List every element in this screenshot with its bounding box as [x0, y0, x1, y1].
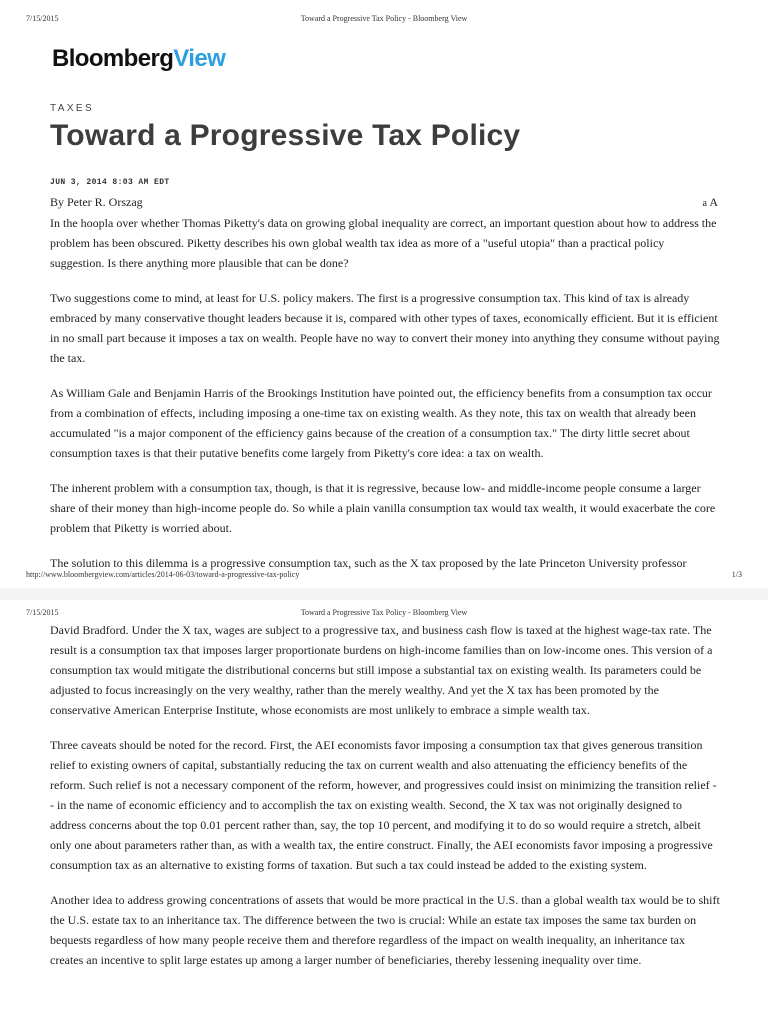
header-title: Toward a Progressive Tax Policy - Bloomberg View — [300, 14, 468, 23]
font-size-toggle[interactable] — [703, 195, 718, 210]
header-date: 7/15/2015 — [26, 14, 59, 23]
article-paragraph: Three caveats should be noted for the record. First, the AEI economists favor imposing a consumption tax that gives generous transition relief to existing owners of capital, substantially reducing the tax on current wealth and also attenuating the efficiency benefits of the reform. Such relief is not a necessary component of the reform, however, and progressives could insist on minimizing the transition relief -- in the name of economic efficiency and to accomplish the tax on existing wealth. Second, the X tax was not originally designed to address concerns about the top 0.01 percent rather than, say, the top 10 percent, and modifying it to do so would require a stretch, albeit only one about parameters rather than, as with a wealth tax, the entire construct. Finally, the AEI economists favor imposing a progressive consumption tax as an alternative to existing forms of taxation. But such a tax could instead be added to the existing system. — [50, 738, 717, 872]
logo-brand: Bloomberg — [52, 45, 174, 72]
footer-url[interactable]: http://www.bloombergview.com/articles/2014-06-03/toward-a-progressive-tax-policy — [26, 570, 300, 579]
section-label[interactable]: TAXES — [50, 103, 95, 114]
article-body-page-1 — [50, 213, 720, 570]
article-byline[interactable]: By Peter R. Orszag — [50, 195, 143, 209]
article-title: Toward a Progressive Tax Policy — [50, 119, 521, 152]
article-dateline: JUN 3, 2014 8:03 AM EDT — [50, 178, 170, 187]
header-title: Toward a Progressive Tax Policy - Bloomberg View — [300, 608, 468, 617]
article-paragraph: David Bradford. Under the X tax, wages are subject to a progressive tax, and business cash flow is taxed at the highest wage-tax rate. The result is a consumption tax that imposes larger proportionate burdens on high-income families than on low-income ones. This version of a consumption tax would mitigate the distributional concerns but still impose a substantial tax on existing wealth. Its parameters could be adjusted to focus increasingly on the very wealthy, rather than the merely wealthy. And yet the X tax has been promoted by the conservative American Enterprise Institute, whose economists are most unlikely to embrace a simple wealth tax. — [50, 623, 713, 717]
header-date: 7/15/2015 — [26, 608, 59, 617]
article-paragraph: Another idea to address growing concentrations of assets that would be more practical in the U.S. than a global wealth tax would be to shift the U.S. estate tax to an inheritance tax. The difference between the two is crucial: While an estate tax imposes the same tax burden on bequests regardless of how many people receive them and therefore regardless of the impact on wealth inequality, an inheritance tax creates an incentive to split large estates up among a larger number of beneficiaries, thereby lessening inequality over time. — [50, 893, 720, 967]
article-paragraph: In the hoopla over whether Thomas Piketty's data on growing global inequality are correct, an important question about how to address the problem has been obscured. Piketty describes his own global wealth tax idea as more of a "useful utopia" than a practical policy suggestion. Is there anything more plausible that can be done? — [50, 216, 717, 270]
footer-page-number: 1/3 — [731, 570, 742, 579]
logo-brand-accent: View — [173, 45, 226, 72]
page-separator — [0, 588, 768, 600]
bloomberg-view-logo[interactable] — [52, 45, 225, 73]
font-size-small-button[interactable]: a — [702, 198, 707, 209]
article-paragraph: As William Gale and Benjamin Harris of the Brookings Institution have pointed out, the efficiency benefits from a consumption tax occur from a combination of effects, including imposing a one-time tax on existing wealth. As they note, this tax on wealth that already been accumulated "is a major component of the efficiency gains because of the creation of a consumption tax." The dirty little secret about consumption taxes is that their putative benefits come largely from Piketty's core idea: a tax on wealth. — [50, 386, 712, 460]
font-size-large-button[interactable]: A — [709, 195, 718, 209]
article-body-page-2 — [50, 620, 720, 1024]
article-paragraph: Two suggestions come to mind, at least for U.S. policy makers. The first is a progressive consumption tax. This kind of tax is already embraced by many conservative thought leaders because it is, compared with other types of taxes, economically efficient. But it is efficient in no small part because it imposes a tax on wealth. People have no way to convert their money into anything they consume without paying the tax. — [50, 291, 720, 365]
article-paragraph: The solution to this dilemma is a progressive consumption tax, such as the X tax proposed by the late Princeton University professor — [50, 556, 687, 570]
article-paragraph: The inherent problem with a consumption tax, though, is that it is regressive, because low- and middle-income people consume a larger share of their money than high-income people do. So while a plain vanilla consumption tax would tax wealth, it would exacerbate the core problem that Piketty is worried about. — [50, 481, 716, 535]
